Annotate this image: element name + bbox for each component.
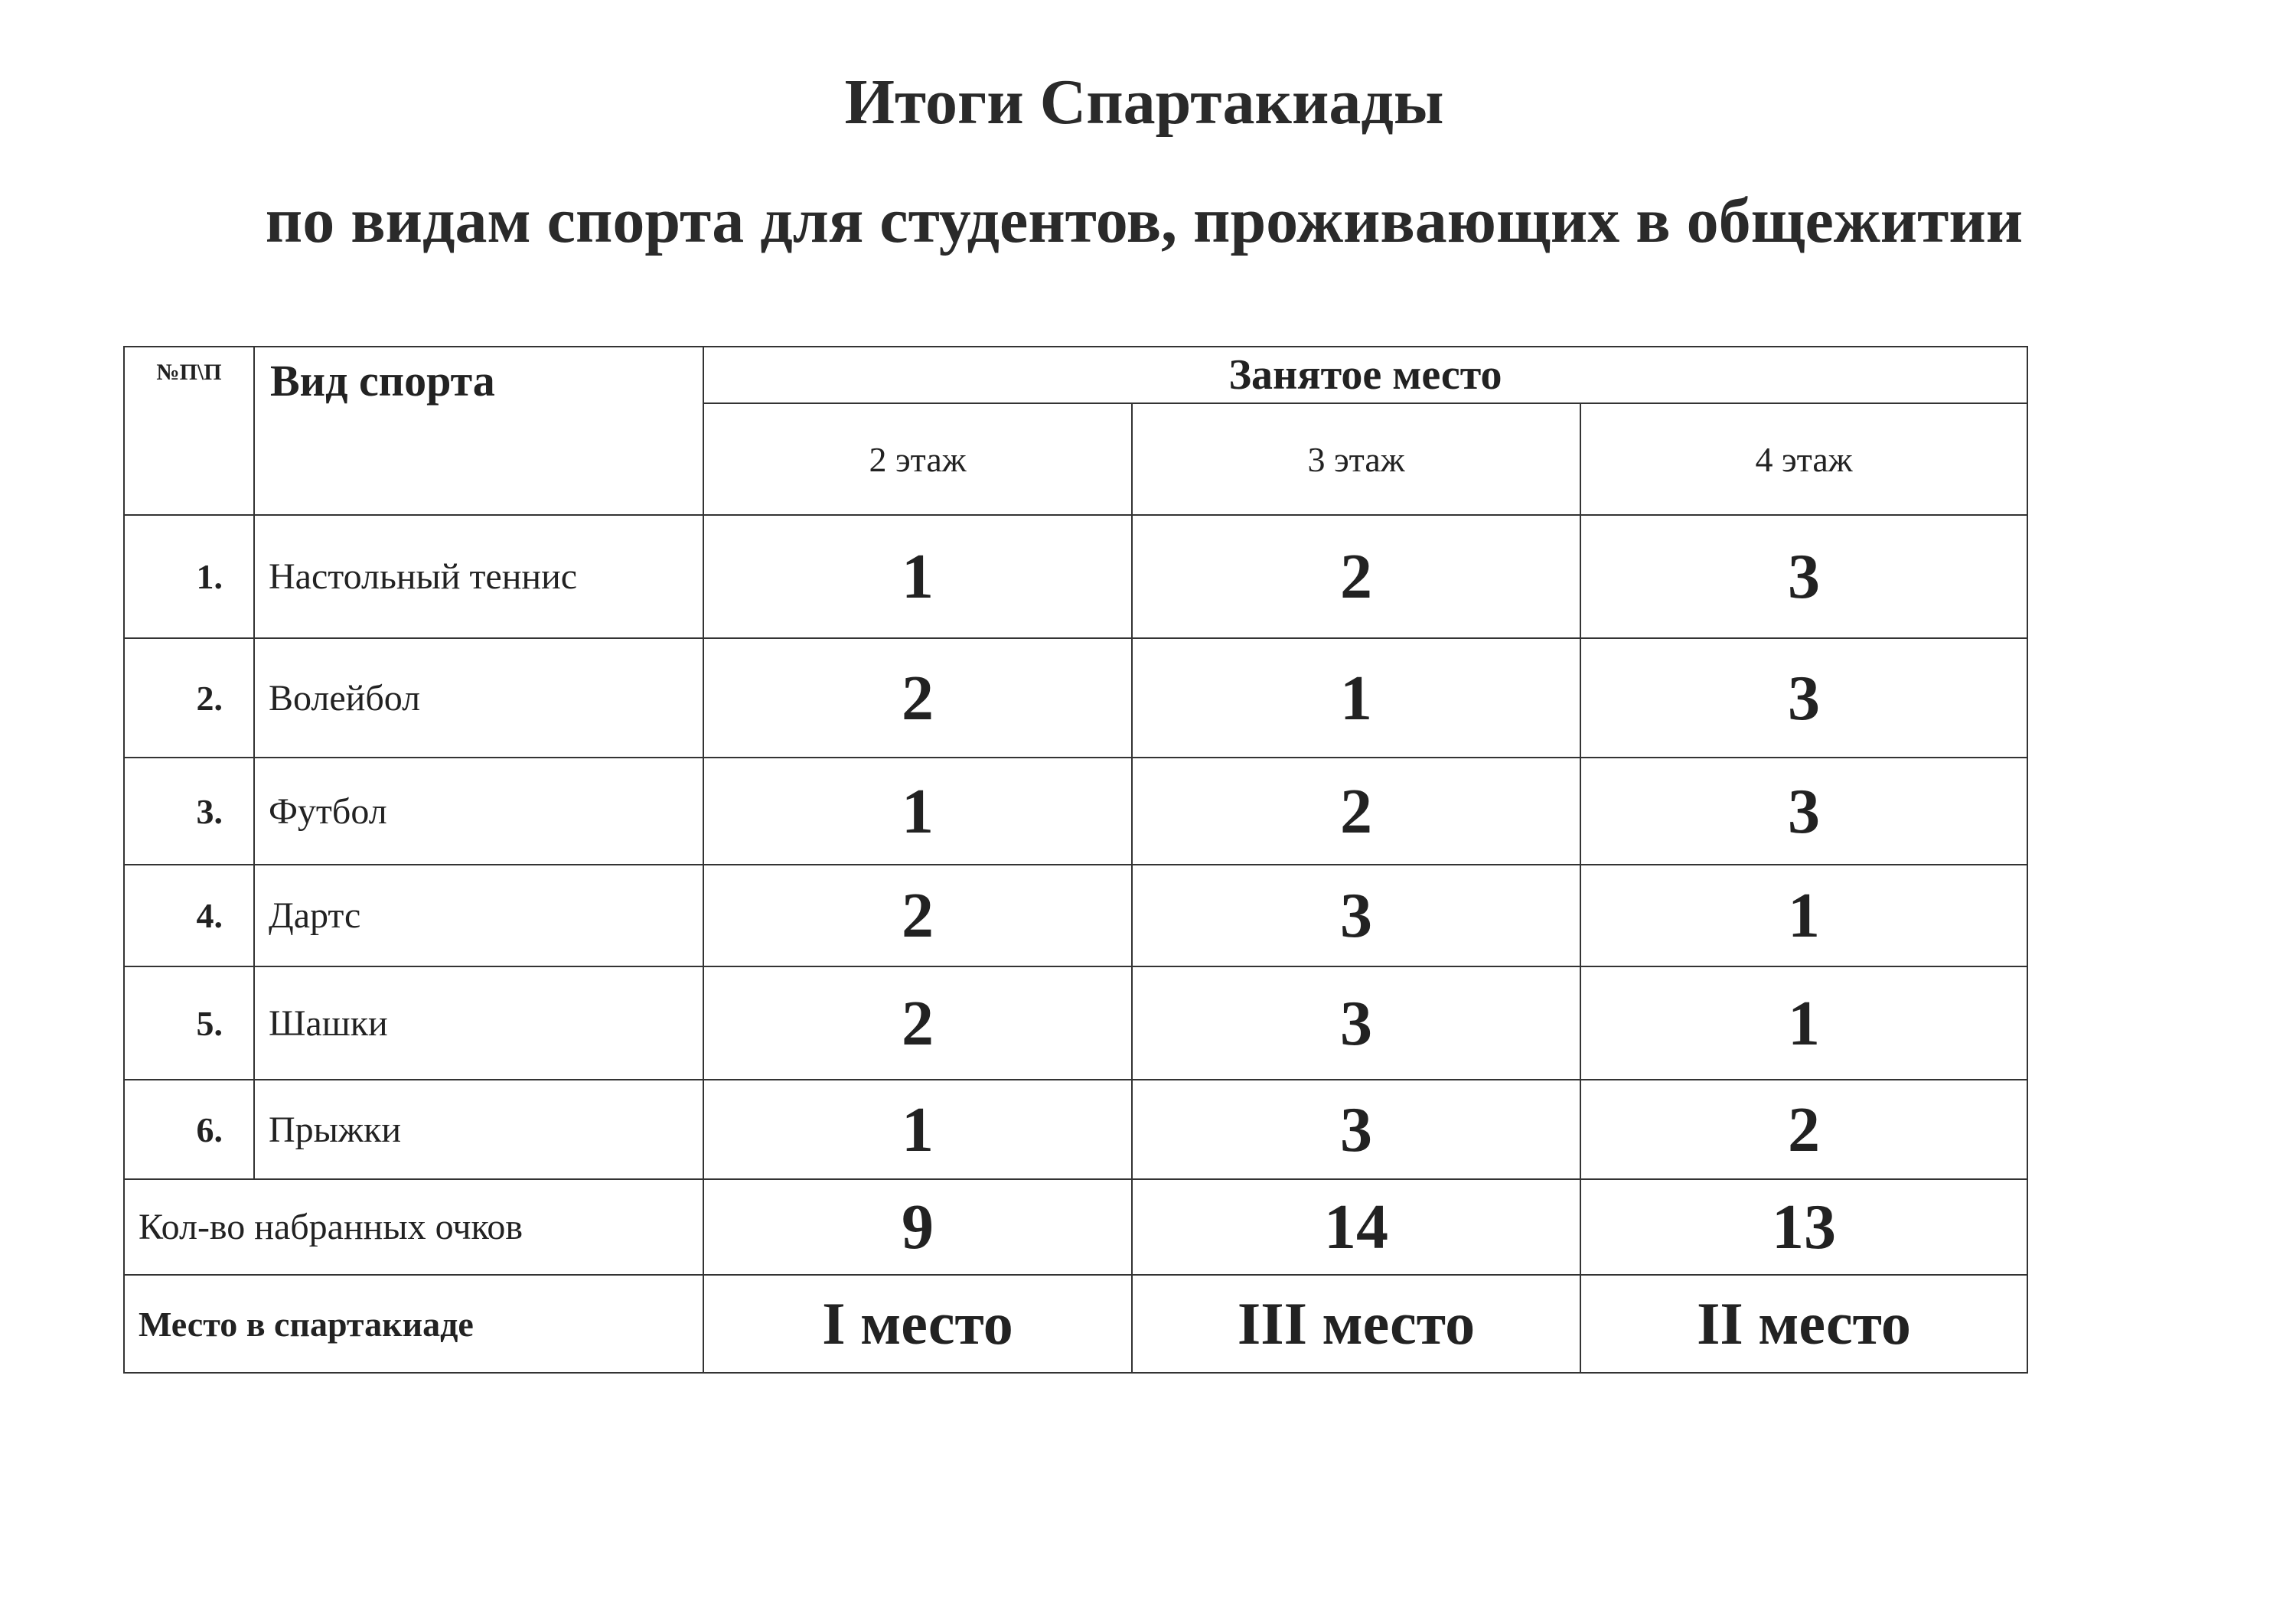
final-place-label: Место в спартакиаде [124,1275,703,1373]
place-floor-3: 3 [1132,865,1580,966]
document-subtitle: по видам спорта для студентов, проживающих в общежитии [265,185,2024,256]
sport-name: Прыжки [254,1080,703,1179]
place-floor-2: 1 [703,758,1132,865]
results-table [123,346,2028,1374]
place-floor-4: 3 [1580,758,2027,865]
place-floor-2: 2 [703,638,1132,758]
points-floor-4: 13 [1580,1179,2027,1275]
place-floor-3: 1 [1132,638,1580,758]
points-floor-3: 14 [1132,1179,1580,1275]
place-floor-4: 3 [1580,515,2027,638]
sport-name: Футбол [254,758,703,865]
row-number: 2. [124,638,254,758]
row-number: 3. [124,758,254,865]
place-floor-4: 1 [1580,966,2027,1080]
points-floor-2: 9 [703,1179,1132,1275]
table-row [124,1080,2027,1179]
place-floor-3: 2 [1132,515,1580,638]
row-number: 1. [124,515,254,638]
place-floor-3: 3 [1132,1080,1580,1179]
points-label: Кол-во набранных очков [124,1179,703,1275]
row-number: 5. [124,966,254,1080]
final-place-row [124,1275,2027,1373]
sport-name: Волейбол [254,638,703,758]
table-row [124,758,2027,865]
place-floor-4: 3 [1580,638,2027,758]
header-place-group: Занятое место [703,347,2027,403]
points-row [124,1179,2027,1275]
final-place-floor-2: I место [703,1275,1132,1373]
header-num: №П\П [124,347,254,515]
header-row [124,347,2027,403]
sport-name: Настольный теннис [254,515,703,638]
header-floor-4: 4 этаж [1580,403,2027,515]
header-floor-2: 2 этаж [703,403,1132,515]
document-title: Итоги Спартакиады [844,67,1444,138]
place-floor-4: 2 [1580,1080,2027,1179]
final-place-floor-3: III место [1132,1275,1580,1373]
place-floor-2: 2 [703,966,1132,1080]
table-row [124,966,2027,1080]
place-floor-4: 1 [1580,865,2027,966]
row-number: 4. [124,865,254,966]
row-number: 6. [124,1080,254,1179]
place-floor-2: 2 [703,865,1132,966]
sport-name: Дартс [254,865,703,966]
header-sport: Вид спорта [254,347,703,515]
place-floor-2: 1 [703,1080,1132,1179]
table-row [124,865,2027,966]
place-floor-2: 1 [703,515,1132,638]
place-floor-3: 2 [1132,758,1580,865]
place-floor-3: 3 [1132,966,1580,1080]
header-floor-3: 3 этаж [1132,403,1580,515]
table-row [124,638,2027,758]
table-row [124,515,2027,638]
final-place-floor-4: II место [1580,1275,2027,1373]
sport-name: Шашки [254,966,703,1080]
